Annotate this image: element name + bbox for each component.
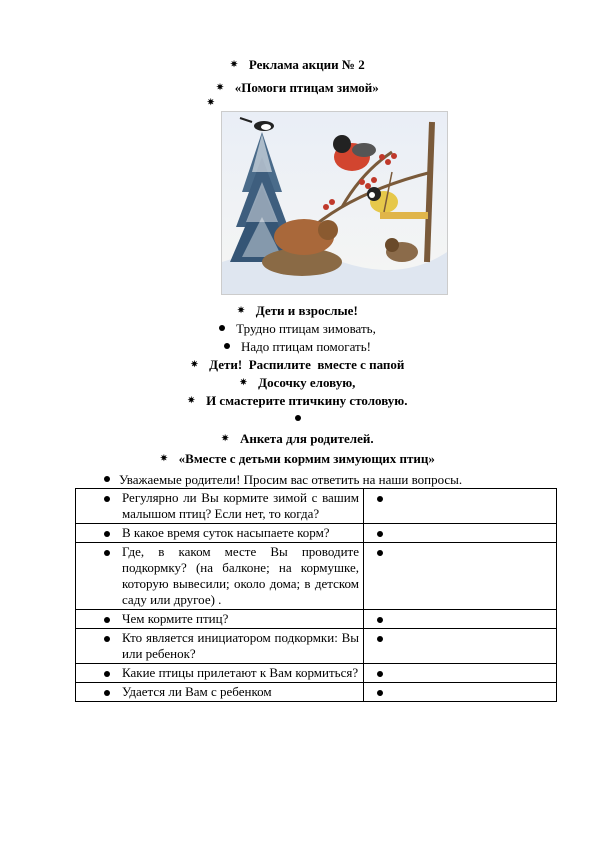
bullet-icon: ✷ — [237, 305, 245, 316]
promo-title: Реклама акции № 2 — [248, 57, 365, 72]
question-text: Удается ли Вам с ребенком — [122, 684, 272, 699]
answer-cell[interactable] — [364, 489, 557, 524]
question-text: Регулярно ли Вы кормите зимой с вашим малышом птиц? Если нет, то когда? — [122, 490, 359, 521]
bullet-icon — [104, 550, 110, 556]
winter-birds-illustration — [221, 111, 448, 295]
poem-line — [0, 357, 595, 374]
bullet-icon — [377, 617, 383, 623]
poem-line — [0, 375, 595, 392]
answer-cell[interactable] — [364, 543, 557, 610]
title-line-2 — [0, 80, 595, 97]
survey-intro-text: Уважаемые родители! Просим вас ответить на наши вопросы. — [119, 472, 463, 487]
poem-line — [0, 339, 595, 355]
question-text: Чем кормите птиц? — [122, 611, 229, 626]
poem-line — [0, 393, 595, 410]
promo-subtitle: «Помоги птицам зимой» — [234, 80, 379, 95]
title-line-1 — [0, 57, 595, 74]
bullet-icon: ✷ — [216, 82, 224, 93]
table-row — [76, 489, 557, 524]
question-cell — [76, 629, 364, 664]
bullet-icon — [377, 690, 383, 696]
bullet-icon — [104, 617, 110, 623]
survey-title-text: Анкета для родителей. — [239, 431, 374, 446]
question-cell — [76, 683, 364, 702]
bullet-icon: ✷ — [207, 97, 215, 107]
bullet-icon — [377, 636, 383, 642]
answer-cell[interactable] — [364, 610, 557, 629]
table-row — [76, 683, 557, 702]
question-text: В какое время суток насыпаете корм? — [122, 525, 330, 540]
bullet-icon — [219, 325, 225, 331]
survey-intro — [104, 472, 462, 488]
answer-cell[interactable] — [364, 683, 557, 702]
bullet-icon — [377, 531, 383, 537]
table-row — [76, 610, 557, 629]
bullet-icon — [224, 343, 230, 349]
answer-cell[interactable] — [364, 629, 557, 664]
poem-text: Дети! Распилите вместе с папой — [209, 357, 405, 372]
question-cell — [76, 610, 364, 629]
survey-subtitle — [0, 451, 595, 468]
answer-cell[interactable] — [364, 664, 557, 683]
question-cell — [76, 543, 364, 610]
question-text: Кто является инициатором подкормки: Вы или ребенок? — [122, 630, 359, 661]
question-text: Где, в каком месте Вы проводите подкормку? (на балконе; на кормушке, которую вывесили; около дома; в детском саду или другое) . — [122, 544, 359, 607]
bullet-icon — [104, 531, 110, 537]
poem-text: Трудно птицам зимовать, — [236, 321, 376, 336]
poem-text: Дети и взрослые! — [255, 303, 358, 318]
bullet-icon — [104, 636, 110, 642]
poem-text: Досочку еловую, — [258, 375, 356, 390]
bullet-icon: ✷ — [230, 59, 238, 70]
bullet-icon — [104, 671, 110, 677]
answer-cell[interactable] — [364, 524, 557, 543]
bullet-icon: ✷ — [160, 453, 168, 464]
question-cell — [76, 524, 364, 543]
survey-table — [75, 488, 557, 702]
bullet-icon — [104, 690, 110, 696]
poem-line — [0, 303, 595, 320]
bullet-icon: ✷ — [239, 377, 248, 388]
table-row — [76, 629, 557, 664]
bullet-icon: ✷ — [187, 395, 196, 406]
bullet-icon — [104, 476, 110, 482]
table-row — [76, 543, 557, 610]
bullet-icon — [377, 671, 383, 677]
bullet-icon: ✷ — [190, 359, 199, 370]
bullet-icon — [377, 496, 383, 502]
survey-subtitle-text: «Вместе с детьми кормим зимующих птиц» — [178, 451, 435, 466]
survey-title — [0, 431, 595, 448]
bullet-icon: ✷ — [221, 433, 229, 444]
empty-bullet-line — [207, 97, 215, 108]
bullet-icon — [295, 415, 301, 421]
empty-bullet-line — [0, 411, 595, 427]
table-row — [76, 524, 557, 543]
bullet-icon — [377, 550, 383, 556]
poem-line — [0, 321, 595, 337]
question-cell — [76, 489, 364, 524]
question-cell — [76, 664, 364, 683]
table-row — [76, 664, 557, 683]
bullet-icon — [104, 496, 110, 502]
poem-text: И смастерите птичкину столовую. — [206, 393, 408, 408]
winter-birds-picture — [222, 112, 447, 294]
question-text: Какие птицы прилетают к Вам кормиться? — [122, 665, 359, 680]
poem-text: Надо птицам помогать! — [241, 339, 371, 354]
